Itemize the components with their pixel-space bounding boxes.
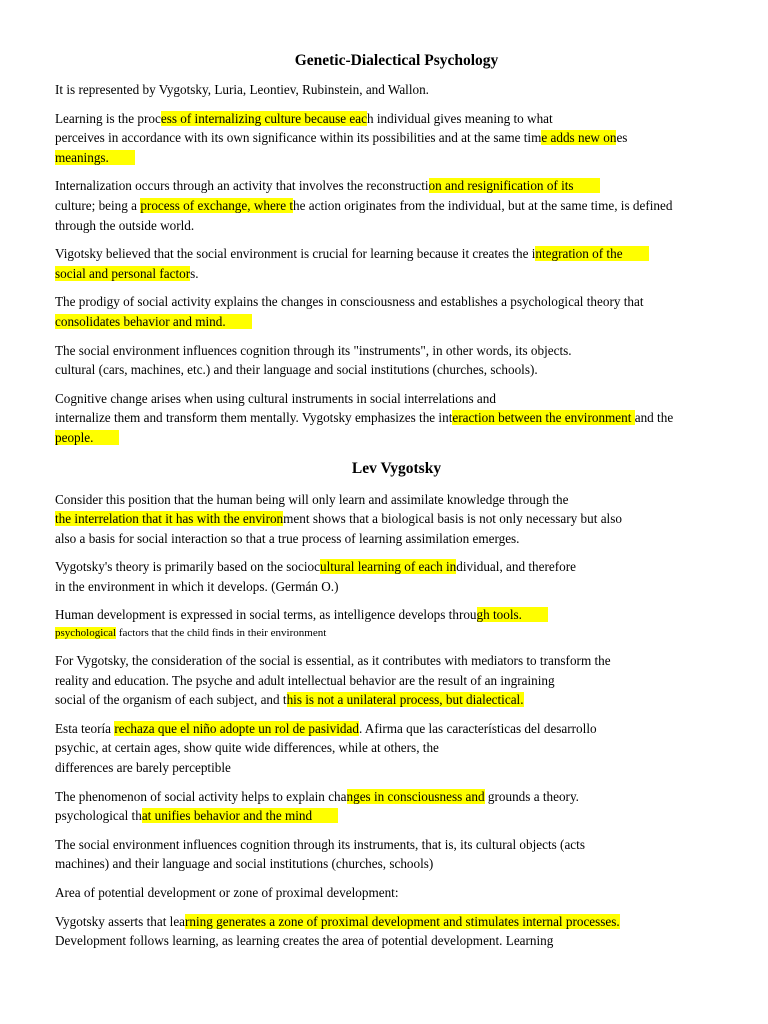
highlighted-text: the interrelation that it has with the environ xyxy=(55,511,284,527)
text-segment: grounds a theory. xyxy=(484,788,579,804)
text-segment: Learning is the proc xyxy=(55,110,161,126)
text-segment: factors that the child finds in their environment xyxy=(116,627,327,640)
text-line xyxy=(55,176,738,196)
text-line xyxy=(55,428,738,448)
highlighted-text: rning generates a zone of proximal development and stimulates internal processes. xyxy=(185,913,620,929)
text-line xyxy=(55,787,738,807)
text-line xyxy=(55,758,738,778)
paragraph xyxy=(55,835,738,874)
text-segment: es xyxy=(616,130,628,146)
text-line xyxy=(55,264,738,284)
paragraph xyxy=(55,651,738,710)
text-segment: . Afirma que las características del desarrollo xyxy=(358,720,597,736)
text-segment: and the xyxy=(634,410,674,426)
highlighted-text: nges in consciousness and xyxy=(346,788,485,804)
paragraph xyxy=(55,883,738,903)
text-segment: also a basis for social interaction so that a true process of learning assimilation emerges. xyxy=(55,530,520,546)
text-segment: The prodigy of social activity explains the changes in consciousness and establishes a psychological theory that xyxy=(55,294,644,310)
text-line xyxy=(55,128,738,148)
text-line xyxy=(55,651,738,671)
text-segment: The phenomenon of social activity helps to explain cha xyxy=(55,788,347,804)
text-segment: social of the organism of each subject, and t xyxy=(55,692,287,708)
section-genetic-dialectical xyxy=(55,80,738,448)
text-segment: through the outside world. xyxy=(55,217,195,233)
text-line xyxy=(55,557,738,577)
text-line xyxy=(55,854,738,874)
highlighted-text: psychological xyxy=(55,627,117,640)
text-segment: cultural (cars, machines, etc.) and their language and social institutions (churches, schools). xyxy=(55,362,538,378)
text-line xyxy=(55,360,738,380)
text-segment: Internalization occurs through an activity that involves the reconstructi xyxy=(55,178,429,194)
text-line xyxy=(55,80,738,100)
text-line xyxy=(55,109,738,129)
highlighted-text: consolidates behavior and mind. xyxy=(55,314,252,329)
paragraph xyxy=(55,292,738,331)
text-segment: Consider this position that the human being will only learn and assimilate knowledge through the xyxy=(55,491,569,507)
highlighted-text: rechaza que el niño adopte un rol de pasividad xyxy=(114,720,359,736)
paragraph xyxy=(55,389,738,448)
highlighted-text: meanings. xyxy=(55,150,135,165)
paragraph xyxy=(55,912,738,951)
text-segment: psychological th xyxy=(55,808,142,824)
text-line xyxy=(55,408,738,428)
text-segment: Esta teoría xyxy=(55,720,115,736)
text-line xyxy=(55,389,738,409)
highlighted-text: e adds new on xyxy=(541,130,617,146)
text-line xyxy=(55,605,738,625)
text-segment: Development follows learning, as learning creates the area of potential development. Learning xyxy=(55,933,554,949)
text-segment: Vigotsky believed that the social environment is crucial for learning because it creates the i xyxy=(55,246,536,262)
document-title: Genetic-Dialectical Psychology xyxy=(294,52,499,69)
text-segment: in the environment in which it develops. (Germán O.) xyxy=(55,578,339,594)
highlighted-text: gh tools. xyxy=(477,607,548,622)
text-line xyxy=(55,690,738,710)
paragraph xyxy=(55,109,738,168)
text-line xyxy=(55,196,738,216)
text-line xyxy=(55,738,738,758)
text-segment: differences are barely perceptible xyxy=(55,760,231,776)
paragraph xyxy=(55,490,738,549)
text-line xyxy=(55,931,738,951)
text-line xyxy=(55,509,738,529)
text-segment: ment shows that a biological basis is not only necessary but also xyxy=(283,511,622,527)
text-line xyxy=(55,529,738,549)
text-segment: Area of potential development or zone of proximal development: xyxy=(55,885,399,900)
paragraph xyxy=(55,80,738,100)
section-heading-lev-vygotsky: Lev Vygotsky xyxy=(351,459,442,477)
text-line xyxy=(55,312,738,332)
paragraph xyxy=(55,557,738,596)
text-line xyxy=(55,835,738,855)
highlighted-text: his is not a unilateral process, but dialectical. xyxy=(286,692,524,708)
text-segment: culture; being a xyxy=(55,197,141,213)
text-line xyxy=(55,719,738,739)
text-segment: dividual, and therefore xyxy=(456,559,576,575)
highlighted-text: social and personal factor xyxy=(55,265,191,281)
paragraph xyxy=(55,605,738,642)
text-segment: he action originates from the individual, but at the same time, is defined xyxy=(293,197,673,213)
text-line xyxy=(55,671,738,691)
text-segment: For Vygotsky, the consideration of the social is essential, as it contributes with mediators to transform the xyxy=(55,653,611,669)
text-line xyxy=(55,806,738,826)
paragraph xyxy=(55,176,738,235)
highlighted-text: ess of internalizing culture because eac xyxy=(160,110,367,126)
text-segment: It is represented by Vygotsky, Luria, Leontiev, Rubinstein, and Wallon. xyxy=(55,82,429,97)
text-line xyxy=(55,577,738,597)
highlighted-text: at unifies behavior and the mind xyxy=(142,808,338,823)
text-segment: s. xyxy=(190,265,199,281)
paragraph xyxy=(55,244,738,283)
highlighted-text: eraction between the environment xyxy=(452,410,635,426)
highlighted-text: on and resignification of its xyxy=(429,178,600,193)
text-line xyxy=(55,244,738,264)
paragraph xyxy=(55,787,738,826)
text-line xyxy=(55,883,738,903)
text-segment: internalize them and transform them mentally. Vygotsky emphasizes the int xyxy=(55,410,453,426)
text-segment: h individual gives meaning to what xyxy=(366,110,553,126)
text-segment: Vygotsky asserts that lea xyxy=(55,913,186,929)
highlighted-text: ntegration of the xyxy=(535,246,648,261)
text-line xyxy=(55,625,738,642)
text-segment: Vygotsky's theory is primarily based on the socioc xyxy=(55,559,320,575)
text-segment: The social environment influences cognition through its instruments, that is, its cultural objects (acts xyxy=(55,836,585,852)
text-line xyxy=(55,912,738,932)
text-segment: perceives in accordance with its own significance within its possibilities and at the same tim xyxy=(55,130,542,146)
text-line xyxy=(55,148,738,168)
paragraph xyxy=(55,719,738,778)
highlighted-text: process of exchange, where t xyxy=(140,197,294,213)
highlighted-text: people. xyxy=(55,430,119,445)
text-segment: reality and education. The psyche and adult intellectual behavior are the result of an ingraining xyxy=(55,672,555,688)
text-segment: Human development is expressed in social terms, as intelligence develops throu xyxy=(55,607,477,623)
text-line xyxy=(55,216,738,236)
text-segment: Cognitive change arises when using cultural instruments in social interrelations and xyxy=(55,390,496,406)
text-line xyxy=(55,490,738,510)
section-lev-vygotsky xyxy=(55,490,738,951)
text-segment: psychic, at certain ages, show quite wide differences, while at others, the xyxy=(55,740,439,756)
text-line xyxy=(55,292,738,312)
text-segment: machines) and their language and social institutions (churches, schools) xyxy=(55,856,434,872)
text-segment: The social environment influences cognition through its "instruments", in other words, its objects. xyxy=(55,342,572,358)
highlighted-text: ultural learning of each in xyxy=(320,559,457,575)
paragraph xyxy=(55,341,738,380)
text-line xyxy=(55,341,738,361)
